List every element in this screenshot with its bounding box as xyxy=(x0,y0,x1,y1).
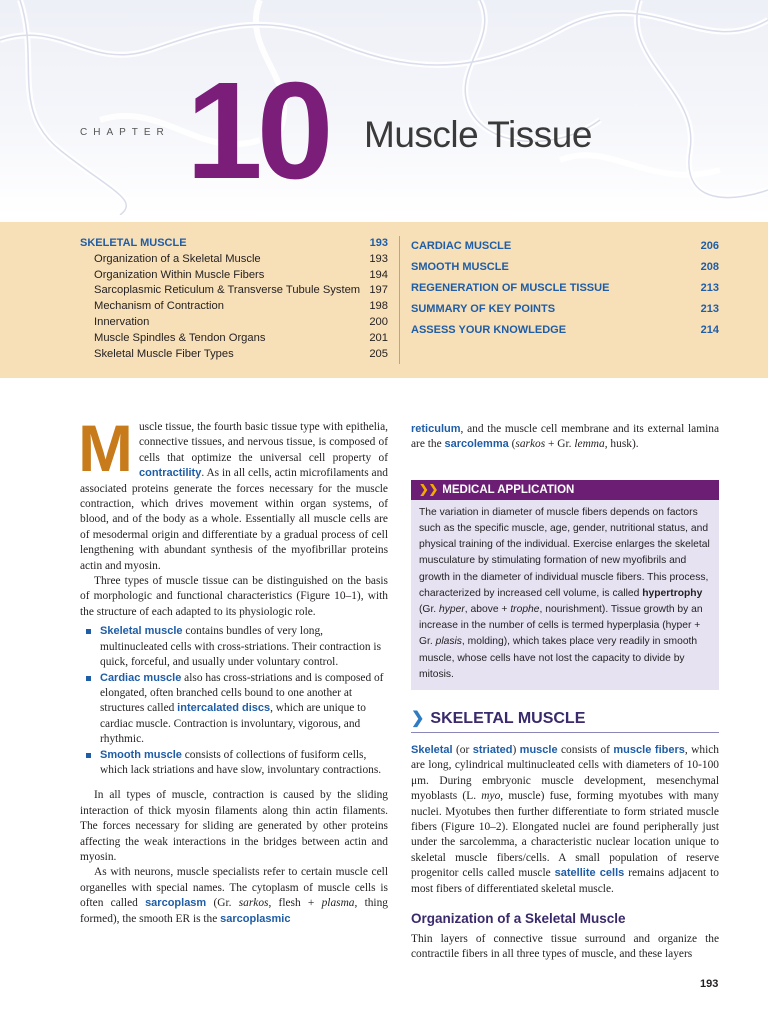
text-run: also has cross-striations and is composed of elongated, often branched cells bound to one another at structures called xyxy=(100,671,384,715)
text-run: ) xyxy=(512,744,520,757)
toc-entry-page: 193 xyxy=(369,237,388,249)
text-run: , which are long, cylindrical multinucleated cells with diameters of 10-100 μm. During embryonic muscle development, mesenchymal myoblasts (L. xyxy=(411,744,719,803)
left-column xyxy=(78,411,388,927)
toc-entry[interactable] xyxy=(80,299,388,315)
toc-entry[interactable] xyxy=(80,252,388,268)
intro-paragraph xyxy=(78,411,388,574)
toc-divider xyxy=(399,236,400,364)
toc-entry-label: REGENERATION OF MUSCLE TISSUE xyxy=(411,282,610,294)
medical-application-text xyxy=(411,500,719,690)
bullet-square-icon xyxy=(86,676,91,681)
subsection-heading: Organization of a Skeletal Muscle xyxy=(411,911,626,927)
toc-left-column xyxy=(80,236,388,362)
key-term: Cardiac muscle xyxy=(100,671,182,684)
text-run: consists of collections of fusiform cells, which lack striations and have slow, involuntary contractions. xyxy=(100,748,382,776)
key-term: striated xyxy=(472,744,513,757)
key-term: intercalated discs xyxy=(177,702,271,715)
italic-term: sarkos xyxy=(515,438,546,451)
text-run: , flesh + xyxy=(268,897,322,910)
chapter-contents xyxy=(0,222,768,378)
chapter-number: 10 xyxy=(186,54,328,208)
paragraph: Thin layers of connective tissue surround and organize the contractile fibers in all three types of muscle, and these layers xyxy=(411,932,719,960)
bold-term: hypertrophy xyxy=(642,587,703,599)
text-run: + Gr. xyxy=(545,438,575,451)
toc-entry-page: 206 xyxy=(700,240,719,252)
text-run: . As in all cells, actin microfilaments and associated proteins generate the forces necessary for the muscle contraction, which drives movement within organ systems, of blood, and of the body as a whole. Essentially all muscle cells are of mesodermal origin and differentiate by a gradual process of cell lengthening with abundant synthesis of the myofibrillar proteins actin and myosin. xyxy=(80,467,388,572)
text-run: The variation in diameter of muscle fibers depends on factors such as the specific muscle, age, gender, nutritional status, and physical training of the individual. Exercise enlarges the skeletal musculature by stimulating formation of new myofibrils and growth in the diameter of individual muscle fibers. This process, characterized by increased cell volume, is called xyxy=(419,506,710,599)
paragraph xyxy=(80,865,388,927)
toc-entry[interactable] xyxy=(411,257,719,278)
toc-entry[interactable] xyxy=(80,283,388,299)
toc-entry-label: Organization Within Muscle Fibers xyxy=(94,268,265,281)
key-term: contractility xyxy=(138,467,202,480)
right-column xyxy=(411,422,719,962)
text-run: , husk). xyxy=(604,438,639,451)
heading-text: MEDICAL APPLICATION xyxy=(442,483,575,496)
toc-entry-label: Mechanism of Contraction xyxy=(94,300,224,313)
toc-entry-page: 214 xyxy=(700,324,719,336)
key-term: Smooth muscle xyxy=(100,748,182,761)
muscle-types-list xyxy=(80,624,388,778)
toc-entry-label: Sarcoplasmic Reticulum & Transverse Tubule System xyxy=(94,284,361,297)
section-heading xyxy=(411,708,719,730)
text-run: , above + xyxy=(464,604,511,616)
medical-application-box xyxy=(411,480,719,690)
toc-entry-page: 205 xyxy=(369,347,388,360)
text-run: (Gr. xyxy=(419,604,440,616)
double-chevron-icon: ❯❯ xyxy=(419,483,439,496)
toc-entry-page: 213 xyxy=(700,282,719,294)
paragraph xyxy=(411,743,719,897)
key-term: sarcoplasmic xyxy=(220,912,291,925)
text-run: contains bundles of very long, multinucleated cells with cross-striations. Their contraction is quick, forceful, and usually under voluntary control. xyxy=(100,625,382,669)
medical-application-heading xyxy=(411,480,719,500)
text-run: , nourishment). Tissue growth by an increase in the number of cells is termed hyperplasia (hyper + Gr. xyxy=(419,604,703,648)
text-run: remains adjacent to most fibers of differentiated skeletal muscle. xyxy=(411,867,719,895)
text-run: , which are unique to cardiac muscle. Contraction is involuntary, vigorous, and rhythmic. xyxy=(100,702,366,746)
key-term: satellite cells xyxy=(554,867,625,880)
toc-entry-label: SKELETAL MUSCLE xyxy=(80,237,187,249)
text-run: , and the muscle cell membrane and its external lamina are the xyxy=(411,423,719,451)
chapter-title: Muscle Tissue xyxy=(364,114,592,155)
paragraph: Three types of muscle tissue can be distinguished on the basis of morphologic and functional characteristics (Figure 10–1), with the structure of each adapted to its physiologic role. xyxy=(80,575,388,618)
list-item xyxy=(100,624,388,670)
toc-entry[interactable] xyxy=(411,278,719,299)
paragraph: In all types of muscle, contraction is caused by the sliding interaction of thick myosin filaments along thin actin filaments. The forces necessary for sliding are generated by other proteins affecting the weak interactions in the bridges between actin and myosin. xyxy=(80,789,388,863)
toc-entry-page: 201 xyxy=(369,331,388,344)
toc-entry-page: 193 xyxy=(369,252,388,265)
key-term: sarcoplasm xyxy=(145,897,207,910)
toc-entry-label: Muscle Spindles & Tendon Organs xyxy=(94,331,266,344)
key-term: muscle fibers xyxy=(613,744,685,757)
drop-cap: M xyxy=(78,411,133,485)
toc-entry-page: 200 xyxy=(369,315,388,328)
toc-entry-label: Organization of a Skeletal Muscle xyxy=(94,252,261,265)
key-term: muscle xyxy=(519,744,558,757)
toc-entry-page: 198 xyxy=(369,300,388,313)
bullet-square-icon xyxy=(86,629,91,634)
text-run: ( xyxy=(508,438,516,451)
toc-entry[interactable] xyxy=(80,268,388,284)
page-number: 193 xyxy=(700,978,719,990)
toc-entry[interactable] xyxy=(411,236,719,257)
text-run: consists of xyxy=(557,744,614,757)
chapter-header xyxy=(0,0,768,215)
italic-term: plasis xyxy=(435,636,462,648)
italic-term: myo xyxy=(481,790,501,803)
bullet-square-icon xyxy=(86,753,91,758)
toc-entry-label: Innervation xyxy=(94,315,150,328)
toc-entry-label: ASSESS YOUR KNOWLEDGE xyxy=(411,324,567,336)
toc-entry-label: CARDIAC MUSCLE xyxy=(411,240,512,252)
text-run: As with neurons, muscle specialists refer to certain muscle cell organelles with special names. The cytoplasm of muscle cells is often called xyxy=(80,866,388,910)
text-run: uscle tissue, the fourth basic tissue type with epithelia, connective tissues, and nervous tissue, is composed of cells that optimize the universal cell property of xyxy=(138,421,388,464)
toc-entry[interactable] xyxy=(80,315,388,331)
toc-entry-page: 194 xyxy=(369,268,388,281)
text-run: (Gr. xyxy=(206,897,239,910)
chapter-label: CHAPTER xyxy=(80,127,170,138)
list-item xyxy=(100,748,388,779)
chevron-right-icon: ❯ xyxy=(411,710,425,728)
toc-entry-label: SUMMARY OF KEY POINTS xyxy=(411,303,556,315)
key-term: Skeletal muscle xyxy=(100,625,183,638)
toc-entry[interactable] xyxy=(80,236,388,252)
italic-term: plasma xyxy=(321,897,355,910)
text-run: , thing formed), the smooth ER is the xyxy=(80,897,388,925)
key-term: sarcolemma xyxy=(444,438,509,451)
italic-term: lemma xyxy=(574,438,605,451)
toc-entry-page: 213 xyxy=(700,303,719,315)
toc-entry[interactable] xyxy=(411,320,719,341)
section-divider xyxy=(411,732,719,733)
heading-text: SKELETAL MUSCLE xyxy=(430,710,586,728)
italic-term: trophe xyxy=(510,604,540,616)
list-item xyxy=(100,671,388,748)
toc-entry[interactable] xyxy=(80,331,388,347)
italic-term: hyper xyxy=(439,604,465,616)
text-run: , molding), which takes place very readily in smooth muscle, whose cells have not lost the capacity to divide by mitosis. xyxy=(419,636,698,680)
toc-entry-label: Skeletal Muscle Fiber Types xyxy=(94,347,234,360)
key-term: reticulum xyxy=(411,423,461,435)
text-run: , muscle) fuse, forming myotubes with many nuclei. Myotubes then further differentiate to form striated muscle fibers (Figure 10–2). Elongated nuclei are found peripherally just under the sarcolemma, a characteristic nuclear location unique to skeletal muscle fibers/cells. A small population of reserve progenitor cells called muscle xyxy=(411,790,719,880)
key-term: Skeletal xyxy=(411,744,453,757)
paragraph xyxy=(411,422,719,453)
toc-entry[interactable] xyxy=(80,347,388,363)
toc-right-column xyxy=(411,236,719,341)
toc-entry[interactable] xyxy=(411,299,719,320)
toc-entry-page: 197 xyxy=(369,284,388,297)
italic-term: sarkos xyxy=(238,897,269,910)
toc-entry-page: 208 xyxy=(700,261,719,273)
toc-entry-label: SMOOTH MUSCLE xyxy=(411,261,509,273)
text-run: (or xyxy=(452,744,473,757)
cell-background-illustration xyxy=(0,0,768,215)
